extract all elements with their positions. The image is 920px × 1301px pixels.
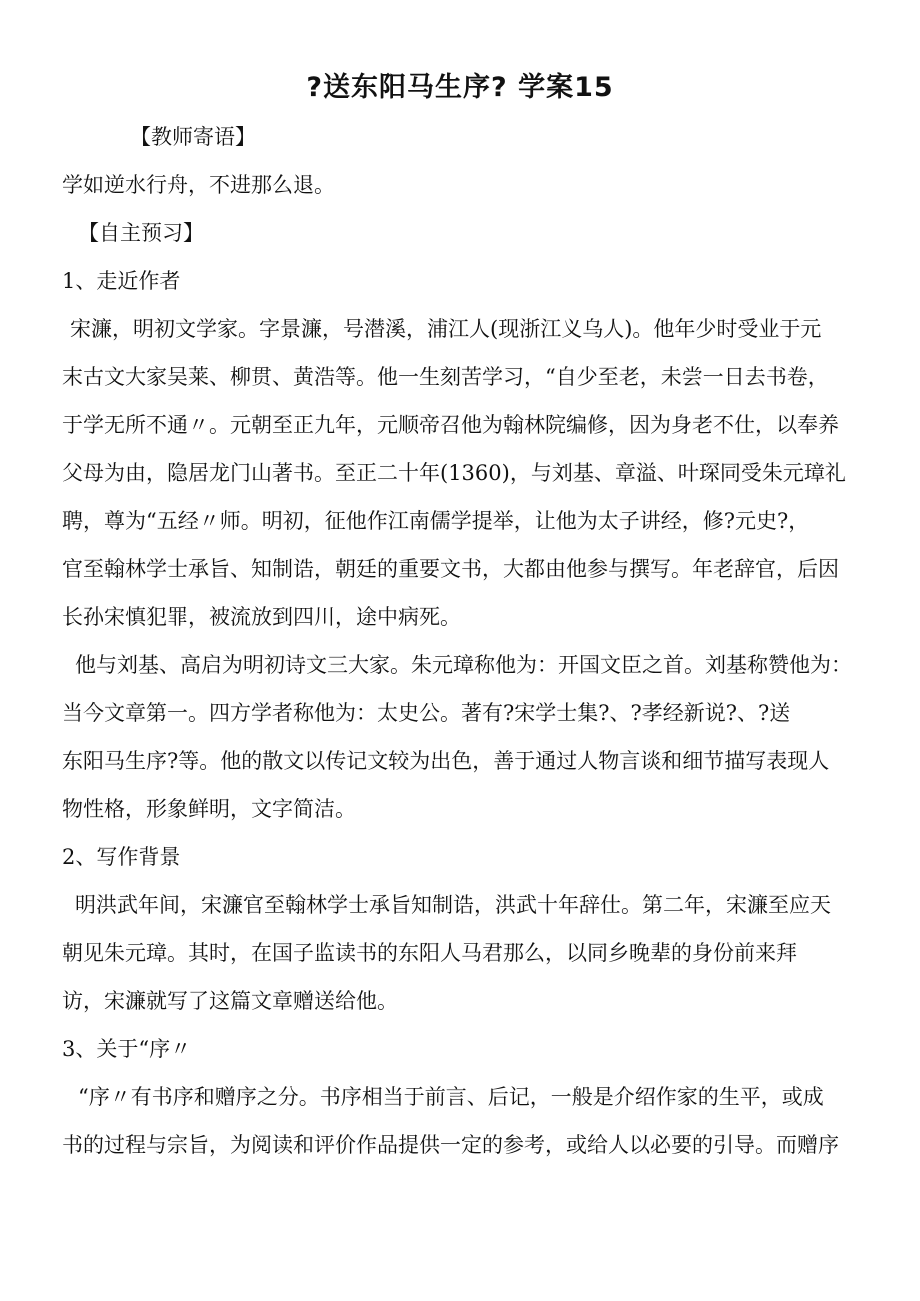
- author-paragraph-2-line: 他与刘基、高启为明初诗文三大家。朱元璋称他为：开国文臣之首。刘基称赞他为：: [75, 653, 852, 677]
- document-title: ?送东阳马生序? 学案15: [306, 72, 614, 103]
- author-paragraph-1-line: 末古文大家吴莱、柳贯、黄浩等。他一生刻苦学习，“自少至老，未尝一日去书卷，: [62, 365, 829, 389]
- author-paragraph-1-line: 官至翰林学士承旨、知制诰，朝廷的重要文书，大都由他参与撰写。年老辞官，后因: [62, 557, 839, 581]
- author-paragraph-1-line: 长孙宋慎犯罪，被流放到四川，途中病死。: [62, 605, 461, 629]
- author-paragraph-2-line: 物性格，形象鲜明，文字简洁。: [62, 797, 356, 821]
- author-paragraph-2-line: 东阳马生序?等。他的散文以传记文较为出色，善于通过人物言谈和细节描写表现人: [62, 749, 830, 773]
- background-paragraph-line: 访，宋濂就写了这篇文章赠送给他。: [62, 989, 398, 1013]
- author-paragraph-1-line: 于学无所不通〃。元朝至正九年，元顺帝召他为翰林院编修，因为身老不仕，以奉养: [62, 413, 839, 437]
- teacher-message-text: 学如逆水行舟，不进那么退。: [62, 173, 335, 197]
- section-heading-background: 2、写作背景: [62, 845, 181, 869]
- author-paragraph-1-line: 宋濂，明初文学家。字景濂，号潜溪，浦江人(现浙江义乌人)。他年少时受业于元: [70, 317, 822, 341]
- background-paragraph-line: 朝见朱元璋。其时，在国子监读书的东阳人马君那么，以同乡晚辈的身份前来拜: [62, 941, 797, 965]
- preface-paragraph-line: 书的过程与宗旨，为阅读和评价作品提供一定的参考，或给人以必要的引导。而赠序: [62, 1133, 839, 1157]
- author-paragraph-2-line: 当今文章第一。四方学者称他为：太史公。著有?宋学士集?、?孝经新说?、?送: [62, 701, 791, 725]
- teacher-message-heading: 【教师寄语】: [130, 125, 256, 149]
- section-heading-preface: 3、关于“序〃: [62, 1037, 192, 1061]
- preview-heading: 【自主预习】: [78, 221, 204, 245]
- author-paragraph-1-line: 父母为由，隐居龙门山著书。至正二十年(1360)，与刘基、章溢、叶琛同受朱元璋礼: [62, 461, 846, 485]
- author-paragraph-1-line: 聘，尊为“五经〃师。明初，征他作江南儒学提举，让他为太子讲经，修?元史?，: [62, 509, 810, 533]
- section-heading-author: 1、走近作者: [62, 269, 181, 293]
- preface-paragraph-line: “序〃有书序和赠序之分。书序相当于前言、后记，一般是介绍作家的生平，或成: [78, 1085, 824, 1109]
- background-paragraph-line: 明洪武年间，宋濂官至翰林学士承旨知制诰，洪武十年辞仕。第二年，宋濂至应天: [75, 893, 831, 917]
